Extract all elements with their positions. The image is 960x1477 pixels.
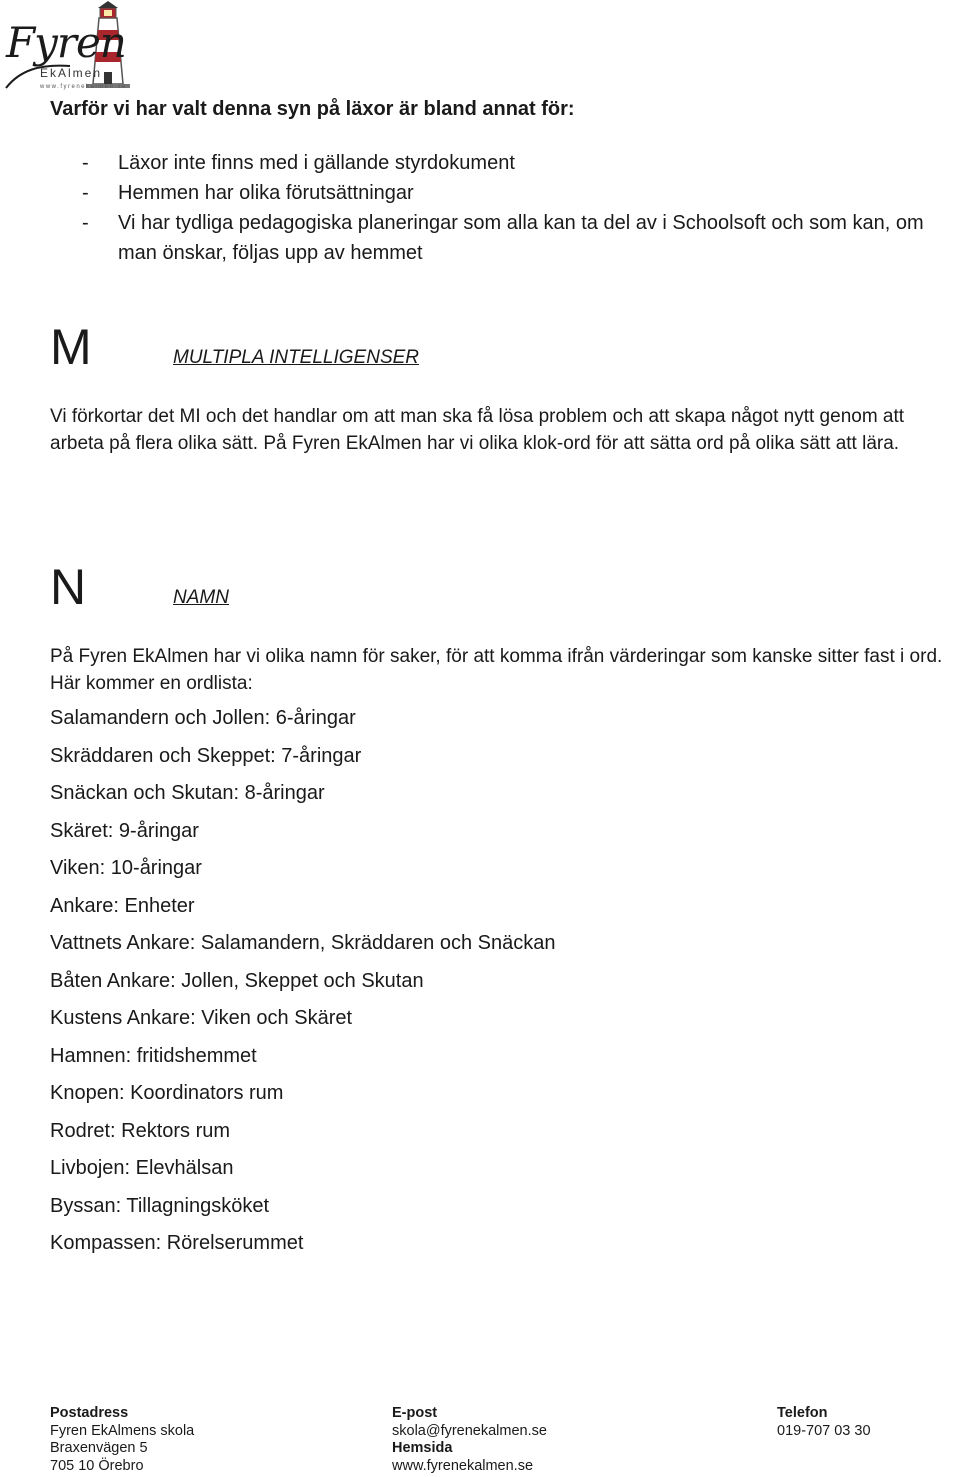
glossary-item: Skräddaren och Skeppet: 7-åringar [50,744,362,767]
glossary-item: Båten Ankare: Jollen, Skeppet och Skutan [50,969,424,992]
postal-line: Fyren EkAlmens skola [50,1422,195,1439]
glossary-item: Viken: 10-åringar [50,857,202,879]
glossary-item: Ankare: Enheter [50,894,195,917]
logo-url: www.fyrenekalmen.se [40,84,127,90]
postal-label: Postadress [50,1405,129,1421]
list-item-text: Läxor inte finns med i gällande styrdokument [118,152,515,174]
logo-wordmark: Fyren [6,18,126,67]
phone-label: Telefon [777,1405,828,1421]
glossary-item: Rodret: Rektors rum [50,1119,231,1142]
list-item [82,148,952,178]
section-n-body: På Fyren EkAlmen har vi olika namn för saker, för att komma ifrån värderingar som kanske sitter fast i ord. Här kommer en ordlista: [50,646,943,694]
glossary-item: Salamandern och Jollen: 6-åringar [50,707,356,729]
reasons-list [82,148,952,268]
web-link[interactable]: www.fyrenekalmen.se [392,1457,534,1474]
intro-heading: Varför vi har valt denna syn på läxor är bland annat för: [50,98,575,120]
list-item [82,208,952,268]
list-item [82,178,952,208]
phone-number: 019-707 03 30 [777,1422,871,1439]
web-label: Hemsida [392,1440,453,1456]
email-link[interactable]: skola@fyrenekalmen.se [392,1422,547,1439]
section-m-letter: M [50,319,92,375]
dash-bullet: - [82,212,89,234]
postal-line: Braxenvägen 5 [50,1440,148,1456]
dash-bullet: - [82,152,89,174]
logo-subtitle: EkAlmen [40,66,103,80]
email-label: E-post [392,1405,438,1421]
glossary-item: Skäret: 9-åringar [50,819,199,842]
glossary-item: Vattnets Ankare: Salamandern, Skräddaren och Snäckan [50,932,556,954]
glossary-item: Snäckan och Skutan: 8-åringar [50,782,325,804]
glossary-item: Kustens Ankare: Viken och Skäret [50,1007,353,1029]
footer-contact [392,1405,547,1475]
footer-postal [50,1405,194,1475]
footer-phone [777,1405,871,1440]
school-logo [0,0,140,100]
glossary-item: Livbojen: Elevhälsan [50,1157,234,1179]
glossary-item: Hamnen: fritidshemmet [50,1044,257,1067]
list-item-text: Hemmen har olika förutsättningar [118,182,414,204]
section-n-letter: N [50,559,87,615]
section-m-title: MULTIPLA INTELLIGENSER [173,347,420,368]
postal-line: 705 10 Örebro [50,1457,144,1474]
glossary-list [50,700,556,1263]
section-m-body: Vi förkortar det MI och det handlar om att man ska få lösa problem och att skapa något nytt genom att arbeta på flera olika sätt. På Fyren EkAlmen har vi olika klok-ord för att sätta ord på olika sätt att lära. [50,406,905,454]
glossary-item: Kompassen: Rörelserummet [50,1232,304,1254]
list-item-text: Vi har tydliga pedagogiska planeringar som alla kan ta del av i Schoolsoft och som kan, om man önskar, följas upp av hemmet [118,212,924,264]
glossary-item: Byssan: Tillagningsköket [50,1194,270,1217]
section-n-title: NAMN [173,587,229,608]
dash-bullet: - [82,182,89,204]
glossary-item: Knopen: Koordinators rum [50,1082,284,1104]
